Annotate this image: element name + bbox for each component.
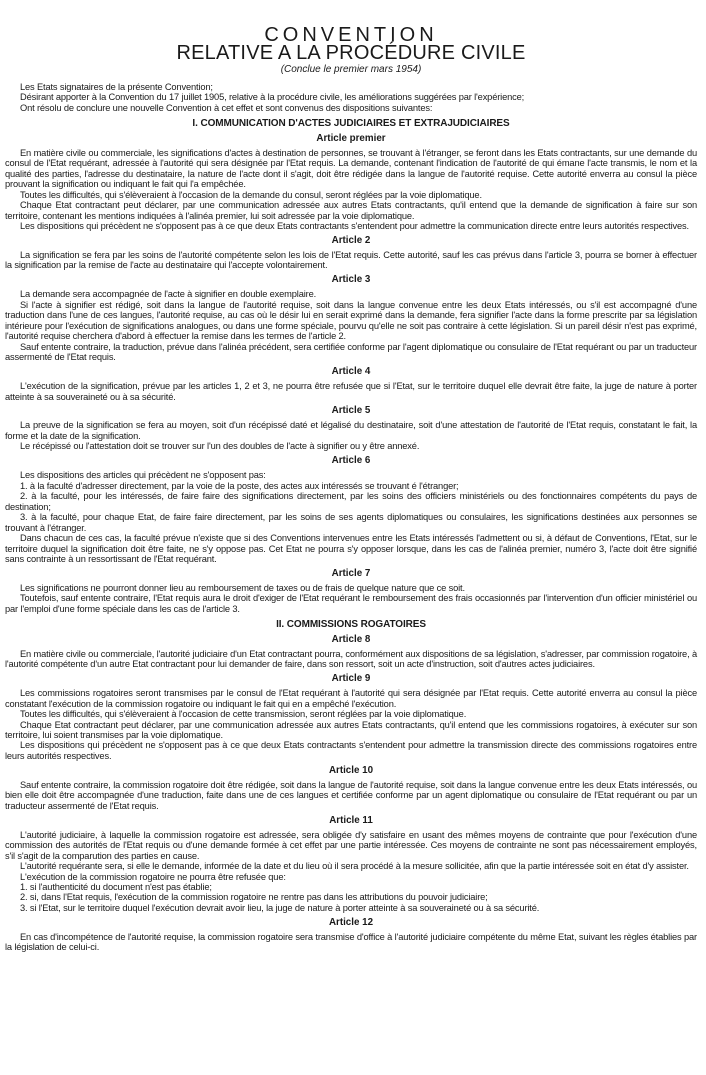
document-header: [5, 26, 697, 76]
article-paragraph: Chaque Etat contractant peut déclarer, par une communication adressée aux autres Etats contractants, qu'il entend que les commissions rogatoires, à exécuter sur son territoire, lui soient transmises par la voie diplomatique.: [5, 719, 697, 740]
article-paragraph: Toutes les difficultés, qui s'élèveraient à l'occasion de cette transmission, seront réglées par la voie diplomatique.: [20, 709, 467, 720]
preamble-paragraph: Désirant apporter à la Convention du 17 juillet 1905, relative à la procédure civile, les améliorations suggérées par l'expérience;: [20, 92, 525, 103]
section: [5, 118, 697, 614]
document-title-line2: RELATIVE A LA PROCÉDURE CIVILE: [176, 42, 526, 64]
article-paragraph: En cas d'incompétence de l'autorité requise, la commission rogatoire sera transmise d'office à l'autorité judiciaire compétente du même Etat, suivant les règles établies par la législation de celui-ci.: [5, 931, 697, 953]
article-paragraph: Dans chacun de ces cas, la faculté prévue n'existe que si des Conventions intervenues entre les Etats intéressés l'admettent ou si, à défaut de Conventions, l'Etat, sur le territoire duquel la signification doit être faite, ne s'y oppose pas. Cet Etat ne pourra s'y opposer lorsque, dans les cas de l'alinéa premier, numéro 3, l'acte doit être signifié sans contrainte à un ressortissant de l'Etat requérant.: [5, 533, 697, 564]
preamble: [5, 82, 697, 113]
article-paragraph: Les dispositions des articles qui précèdent ne s'opposent pas:: [20, 470, 266, 481]
article-heading: Article 12: [328, 916, 374, 928]
article-paragraph: L'exécution de la signification, prévue par les articles 1, 2 et 3, ne pourra être refusée que si l'Etat, sur le territoire duquel elle devrait être faite, la juge de nature à porter atteinte à sa souveraineté ou à sa sécurité.: [5, 381, 697, 402]
article-paragraph: 1. si l'authenticité du document n'est pas établie;: [20, 881, 212, 892]
article-paragraph: L'autorité requérante sera, si elle le demande, informée de la date et du lieu où il sera procédé à la mesure sollicitée, afin que la partie intéressée soit en état d'y assister.: [20, 861, 689, 872]
article-paragraph: Le récépissé ou l'attestation doit se trouver sur l'un des doubles de l'acte à signifier ou y être annexé.: [20, 441, 420, 452]
article-paragraph: Chaque Etat contractant peut déclarer, par une communication adressée aux autres Etats contractants, qu'il entend que la demande de signification à faire sur son territoire, contenant les mentions indiquées à l'alinéa premier, lui soit adressée par la voie diplomatique.: [5, 200, 697, 221]
article-paragraph: 2. si, dans l'Etat requis, l'exécution de la commission rogatoire ne rentre pas dans les attributions du pouvoir judiciaire;: [20, 892, 488, 903]
section: [5, 619, 697, 952]
preamble-paragraph: Ont résolu de conclure une nouvelle Convention à cet effet et sont convenus des dispositions suivantes:: [20, 102, 433, 113]
article-paragraph: L'exécution de la commission rogatoire ne pourra être refusée que:: [20, 871, 286, 882]
article-paragraph: Les commissions rogatoires seront transmises par le consul de l'Etat requérant à l'autorité qui sera désignée par l'Etat requis. Cette autorité enverra au consul la pièce constatant l'exécution de la commission rogatoire ou indiquant le fait qui en a empêché l'exécution.: [5, 688, 697, 709]
article-paragraph: 2. à la faculté, pour les intéressés, de faire faire des significations directement, par les soins des officiers ministériels ou des fonctionnaires compétents du pays de destination;: [5, 491, 697, 512]
article-heading: Article 11: [329, 814, 373, 826]
article-heading: Article 9: [331, 673, 371, 685]
article-heading: Article 8: [331, 633, 371, 645]
article-paragraph: La preuve de la signification se fera au moyen, soit d'un récépissé daté et légalisé du destinataire, soit d'une attestation de l'autorité de l'Etat requis, constatant le fait, la forme et la date de la signification.: [5, 420, 697, 441]
article-paragraph: 1. à la faculté d'adresser directement, par la voie de la poste, des actes aux intéressés se trouvant é l'étranger;: [20, 480, 459, 491]
article-paragraph: En matière civile ou commerciale, les significations d'actes à destination de personnes, se trouvant à l'étranger, se feront dans les Etats contractants, sur une demande du consul de l'Etat requérant, adressée à l'autorité qui sera désignée par l'Etat requis. La demande, contenant l'indication de l'autorité de qui émane l'acte transmis, le nom et la qualité des parties, l'adresse du destinataire, la nature de l'acte dont il s'agit, doit être rédigée dans la langue de l'autorité requise. Cette autorité enverra au consul la pièce prouvant la signification ou indiquant le fait qui l'a empêchée.: [5, 147, 697, 190]
article-paragraph: L'autorité judiciaire, à laquelle la commission rogatoire est adressée, sera obligée d'y satisfaire en usant des mêmes moyens de contrainte que pour l'exécution d'une commission des autorités de l'Etat requis ou d'une demande formée à cet effet par une partie intéressée. Ces moyens de contrainte ne sont pas nécessairement employés, s'il s'agit de la comparution des parties en cause.: [5, 829, 697, 861]
article-paragraph: 3. à la faculté, pour chaque Etat, de faire faire directement, par les soins de ses agents diplomatiques ou consulaires, les significations destinées aux personnes se trouvant à l'étranger.: [5, 512, 697, 533]
article-paragraph: Sauf entente contraire, la commission rogatoire doit être rédigée, soit dans la langue de l'autorité requise, soit dans la langue convenue entre les deux Etats intéressés, ou bien elle doit être accompagnée d'une traduction, faite dans une de ces langues et certifiée conforme par un agent diplomatique ou consulaire de l'Etat requérant ou par un traducteur assermenté de l'Etat requis.: [5, 779, 697, 811]
article-paragraph: Sauf entente contraire, la traduction, prévue dans l'alinéa précédent, sera certifiée conforme par l'agent diplomatique ou consulaire de l'Etat requérant ou par un traducteur assermenté de l'Etat requis.: [5, 341, 697, 363]
article-paragraph: Les dispositions qui précèdent ne s'opposent pas à ce que deux Etats contractants s'entendent pour admettre la communication directe entre leurs autorités respectives.: [20, 221, 689, 232]
section-heading: II. COMMISSIONS ROGATOIRES: [276, 619, 426, 631]
conclusion-date-note: (Conclue le premier mars 1954): [280, 64, 422, 75]
article-paragraph: Les dispositions qui précèdent ne s'opposent pas à ce que deux Etats contractants s'entendent pour admettre la transmission directe des commissions rogatoires entre leurs autorités respectives.: [5, 740, 697, 761]
article-paragraph: Les significations ne pourront donner lieu au remboursement de taxes ou de frais de quelque nature que ce soit.: [20, 582, 465, 593]
article-heading: Article 5: [331, 405, 371, 417]
article-heading: Article 3: [331, 274, 371, 286]
article-paragraph: La signification se fera par les soins de l'autorité compétente selon les lois de l'Etat requis. Cette autorité, sauf les cas prévus dans l'article 3, pourra se borner à effectuer la signification par la remise de l'acte au destinataire qui l'accepte volontairement.: [5, 249, 697, 271]
article-paragraph: La demande sera accompagnée de l'acte à signifier en double exemplaire.: [20, 289, 317, 300]
article-heading: Article 10: [328, 764, 374, 776]
section-heading: I. COMMUNICATION D'ACTES JUDICIAIRES ET EXTRAJUDICIAIRES: [192, 118, 510, 130]
article-paragraph: En matière civile ou commerciale, l'autorité judiciaire d'un Etat contractant pourra, conformément aux dispositions de sa législation, s'adresser, par commission rogatoire, à l'autorité compétente d'un autre Etat contractant pour lui demander de faire, dans son ressort, soit un acte d'instruction, soit d'autres actes judiciaires.: [5, 648, 697, 670]
article-paragraph: Si l'acte à signifier est rédigé, soit dans la langue de l'autorité requise, soit dans la langue convenue entre les deux Etats intéressés, ou s'il est accompagné d'une traduction dans l'une de ces langues, l'autorité requise, au cas où le désir lui en serait exprimé dans la demande, fera signifier l'acte dans la forme prescrite par sa législation intérieure pour l'exécution de significations analogues, ou dans une forme spéciale, pourvu qu'elle ne soit pas contraire à cette législation. Si un pareil désir n'est pas exprimé, l'autorité requise cherchera d'abord à effectuer la remise dans les termes de l'article 2.: [5, 299, 697, 342]
article-paragraph: 3. si l'Etat, sur le territoire duquel l'exécution devrait avoir lieu, la juge de nature à porter atteinte à sa souveraineté ou à sa sécurité.: [20, 902, 540, 913]
article-paragraph: Toutefois, sauf entente contraire, l'Etat requis aura le droit d'exiger de l'Etat requérant le remboursement des frais occasionnés par l'intervention d'un officier ministériel ou par l'emploi d'une forme spéciale dans les cas de l'article 3.: [5, 593, 697, 614]
article-heading: Article 4: [331, 366, 371, 378]
preamble-paragraph: Les Etats signataires de la présente Convention;: [20, 82, 213, 92]
document-title-line1: CONVENTION: [264, 24, 438, 46]
article-heading: Article 6: [331, 455, 371, 467]
document-body: [5, 118, 697, 952]
article-heading: Article 2: [331, 234, 371, 246]
article-heading: Article premier: [316, 132, 386, 144]
article-heading: Article 7: [331, 567, 371, 579]
article-paragraph: Toutes les difficultés, qui s'élèveraient à l'occasion de la demande du consul, seront réglées par la voie diplomatique.: [20, 189, 482, 200]
